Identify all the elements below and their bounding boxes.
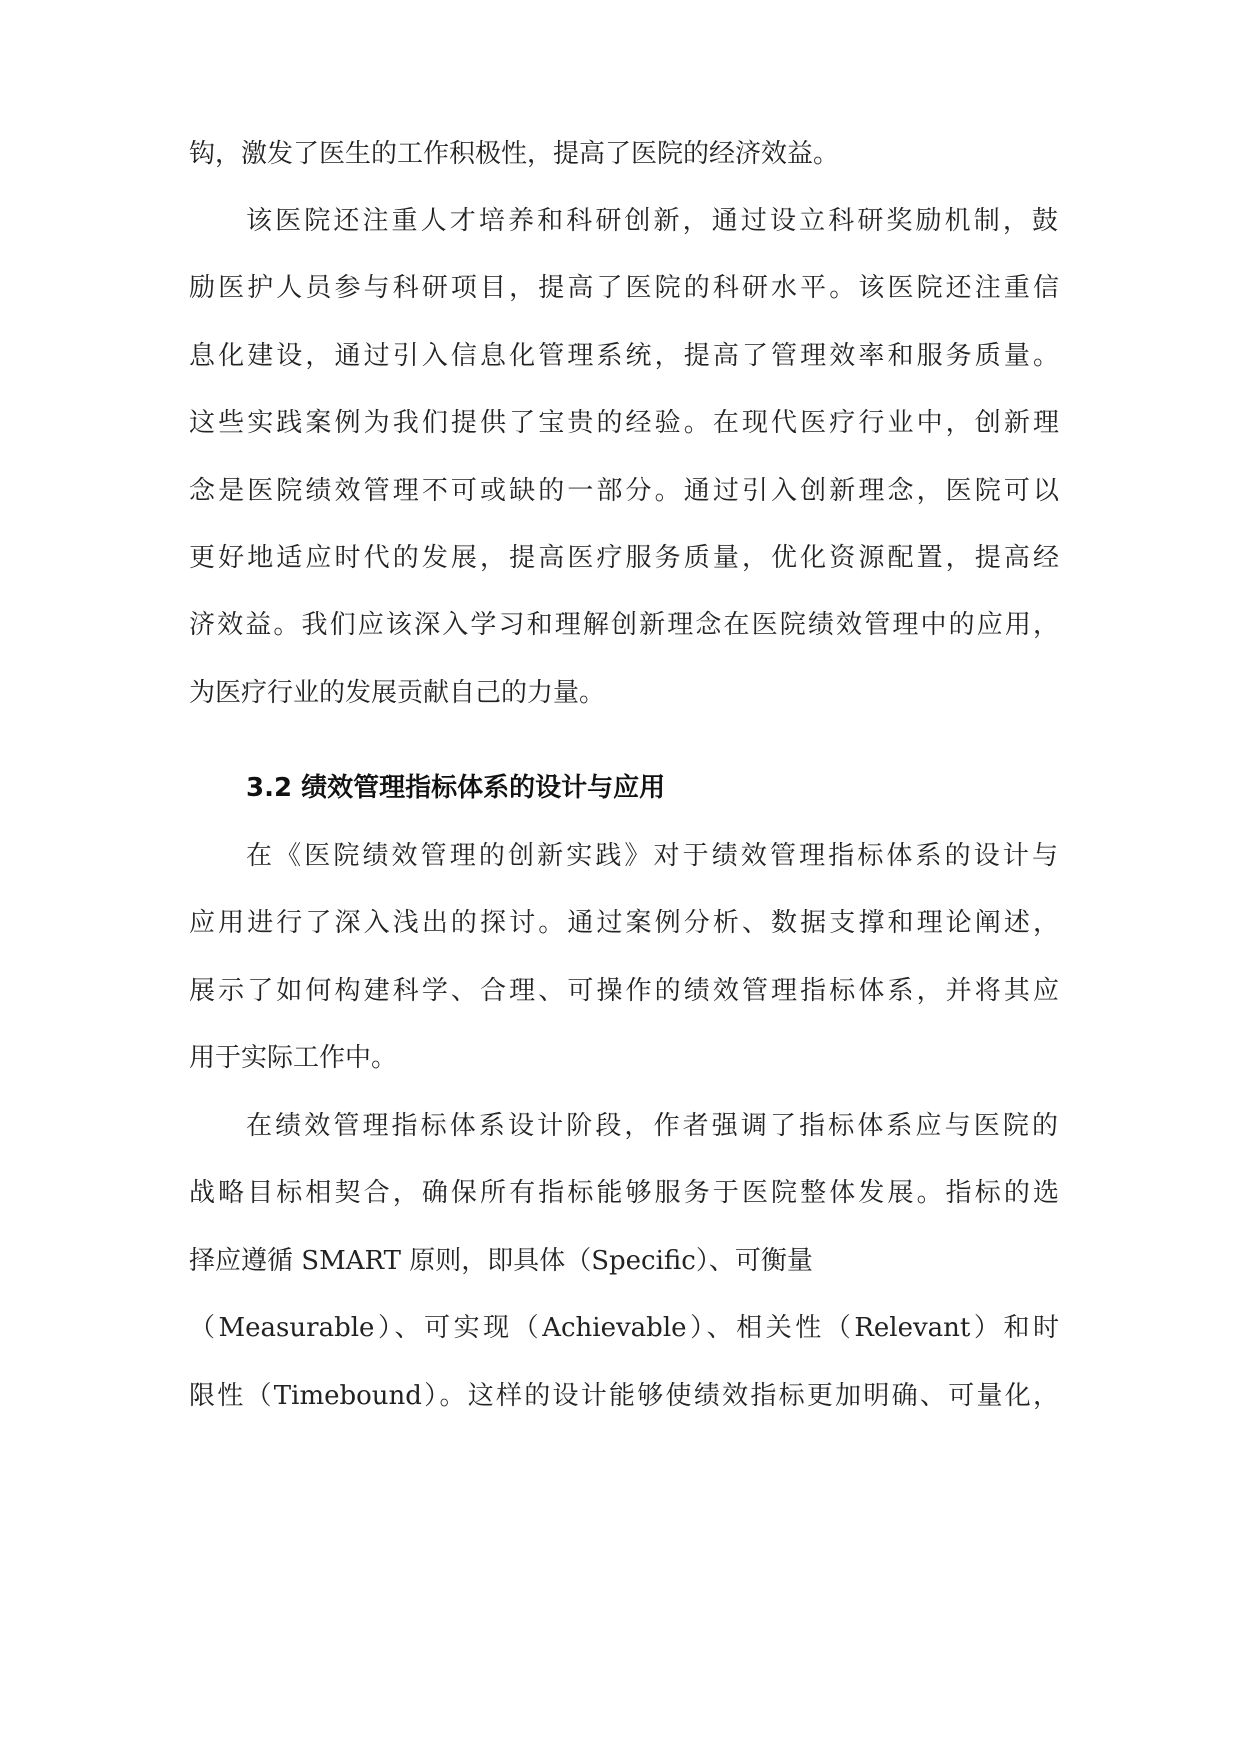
section-paragraph-1-line-3: 展示了如何构建科学、合理、可操作的绩效管理指标体系，并将其应 [189,976,1059,1006]
section-paragraph-2-line-5: 限性（Timebound）。这样的设计能够使绩效指标更加明确、可量化， [189,1381,1059,1411]
paragraph-2-line-2: 励医护人员参与科研项目，提高了医院的科研水平。该医院还注重信 [189,273,1059,303]
paragraph-2-line-5: 念是医院绩效管理不可或缺的一部分。通过引入创新理念，医院可以 [189,476,1059,506]
paragraph-2-line-6: 更好地适应时代的发展，提高医疗服务质量，优化资源配置，提高经 [189,543,1059,573]
paragraph-1-line-1: 钩，激发了医生的工作积极性，提高了医院的经济效益。 [189,139,840,169]
section-paragraph-2-line-4: （Measurable）、可实现（Achievable）、相关性（Relevant）和时 [189,1313,1059,1343]
paragraph-2-line-3: 息化建设，通过引入信息化管理系统，提高了管理效率和服务质量。 [189,341,1059,371]
section-paragraph-1-line-1: 在《医院绩效管理的创新实践》对于绩效管理指标体系的设计与 [246,841,1058,871]
section-heading: 3.2 绩效管理指标体系的设计与应用 [246,773,666,803]
section-paragraph-1-line-2: 应用进行了深入浅出的探讨。通过案例分析、数据支撑和理论阐述， [189,908,1059,938]
paragraph-2-line-7: 济效益。我们应该深入学习和理解创新理念在医院绩效管理中的应用， [189,610,1059,640]
section-paragraph-2-line-1: 在绩效管理指标体系设计阶段，作者强调了指标体系应与医院的 [246,1111,1058,1141]
paragraph-2-line-8: 为医疗行业的发展贡献自己的力量。 [189,678,606,708]
paragraph-2-line-1: 该医院还注重人才培养和科研创新，通过设立科研奖励机制，鼓 [246,206,1058,236]
section-paragraph-1-line-4: 用于实际工作中。 [189,1043,398,1073]
section-paragraph-2-line-3: 择应遵循 SMART 原则，即具体（Specific）、可衡量 [189,1246,813,1276]
section-paragraph-2-line-2: 战略目标相契合，确保所有指标能够服务于医院整体发展。指标的选 [189,1178,1059,1208]
paragraph-2-line-4: 这些实践案例为我们提供了宝贵的经验。在现代医疗行业中，创新理 [189,408,1059,438]
